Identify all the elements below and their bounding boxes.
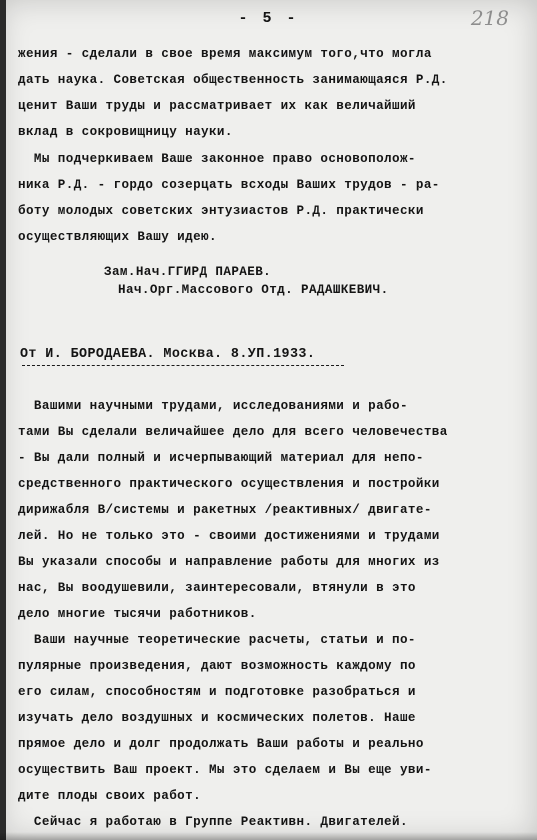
text-line: дирижабля В/системы и ракетных /реактивных/ двигате-: [18, 503, 432, 517]
archive-number: 218: [470, 6, 509, 30]
page-edge-shadow: [0, 0, 6, 840]
text-line: пулярные произведения, дают возможность каждому по: [18, 659, 416, 673]
text-line: лей. Но не только это - своими достижениями и трудами: [18, 529, 440, 543]
signature-line: Нач.Орг.Массового Отд. РАДАШКЕВИЧ.: [118, 283, 389, 297]
text-line: дите плоды своих работ.: [18, 789, 202, 803]
text-line: вклад в сокровищницу науки.: [18, 125, 233, 139]
text-line: дать наука. Советская общественность занимающаяся Р.Д.: [18, 73, 448, 87]
text-line: жения - сделали в свое время максимум того,что могла: [18, 47, 432, 61]
page-bottom-shadow: [0, 832, 537, 840]
text-line: осуществить Ваш проект. Мы это сделаем и Вы еще уви-: [18, 763, 432, 777]
text-line: прямое дело и долг продолжать Ваши работы и реально: [18, 737, 424, 751]
page-number: - 5 -: [238, 10, 299, 27]
text-line: изучать дело воздушных и космических полетов. Наше: [18, 711, 416, 725]
heading-underline: [22, 365, 344, 366]
text-line: - Вы дали полный и исчерпывающий материал для непо-: [18, 451, 424, 465]
text-line: дело многие тысячи работников.: [18, 607, 257, 621]
text-line: осуществляющих Вашу идею.: [18, 230, 217, 244]
text-line: нас, Вы воодушевили, заинтересовали, втянули в это: [18, 581, 416, 595]
text-line: Сейчас я работаю в Группе Реактивн. Двигателей.: [18, 815, 408, 829]
text-line: ника Р.Д. - гордо созерцать всходы Ваших трудов - ра-: [18, 178, 440, 192]
text-line: боту молодых советских энтузиастов Р.Д. практически: [18, 204, 424, 218]
text-line: ценит Ваши труды и рассматривает их как величайший: [18, 99, 416, 113]
text-line: Ваши научные теоретические расчеты, статьи и по-: [18, 633, 416, 647]
text-line: тами Вы сделали величайшее дело для всего человечества: [18, 425, 448, 439]
section-heading: От И. БОРОДАЕВА. Москва. 8.УП.1933.: [20, 347, 316, 362]
text-line: средственного практического осуществления и постройки: [18, 477, 440, 491]
text-line: Вашими научными трудами, исследованиями и рабо-: [18, 399, 408, 413]
text-line: Мы подчеркиваем Ваше законное право основополож-: [18, 152, 416, 166]
signature-line: Зам.Нач.ГГИРД ПАРАЕВ.: [104, 265, 272, 279]
text-line: его силам, способностям и подготовке разобраться и: [18, 685, 416, 699]
text-line: Вы указали способы и направление работы для многих из: [18, 555, 440, 569]
